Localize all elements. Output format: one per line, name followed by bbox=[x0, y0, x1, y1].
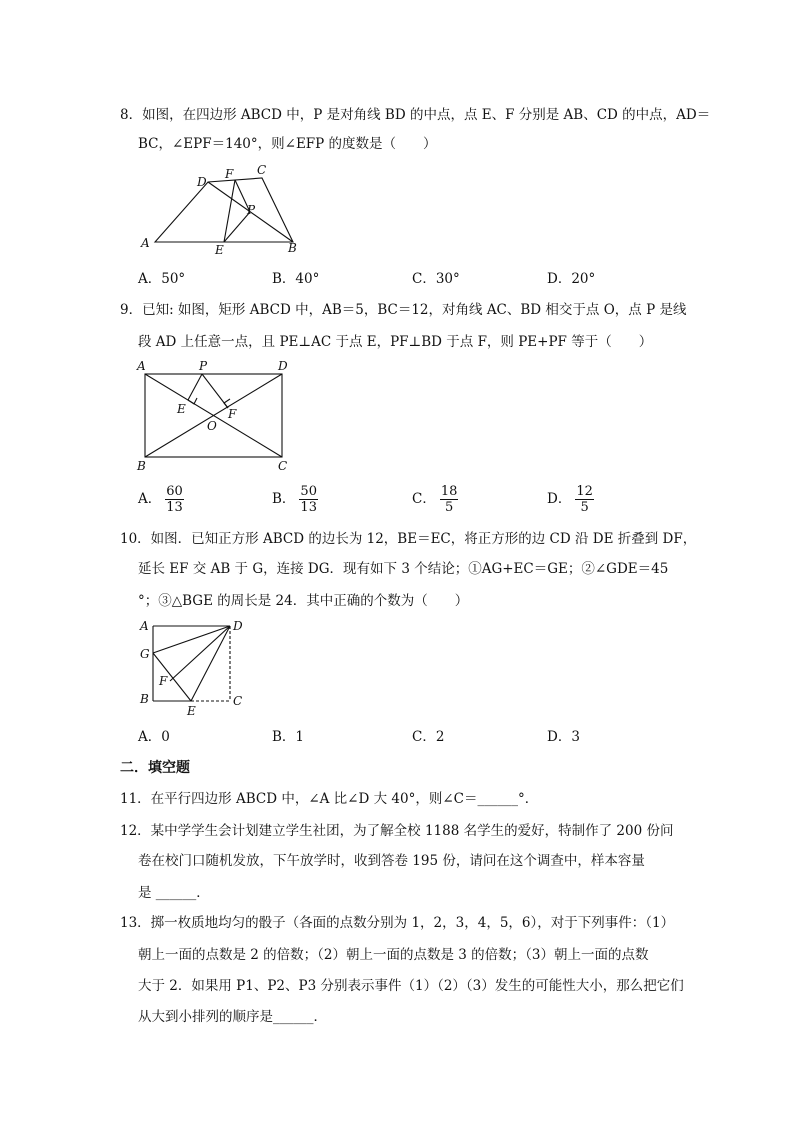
q9-option-b-letter: B． bbox=[272, 491, 296, 507]
q10-option-a[interactable]: A．0 bbox=[138, 729, 170, 745]
q8-label-a: A bbox=[141, 236, 150, 250]
q9-option-b-denominator: 13 bbox=[300, 500, 317, 515]
q9-option-c[interactable] bbox=[412, 484, 458, 515]
q9-label-f: F bbox=[228, 407, 237, 421]
q8-label-p: P bbox=[247, 203, 256, 217]
q9-option-d-numerator: 12 bbox=[576, 484, 593, 499]
q10-line-2: 延长 EF 交 AB 于 G，连接 DG．现有如下 3 个结论；①AG+EC＝GE；②∠GDE＝45 bbox=[138, 561, 669, 577]
q9-option-a[interactable] bbox=[138, 484, 184, 515]
q12-line-1: 12．某中学学生会计划建立学生社团，为了解全校 1188 名学生的爱好，特制作了 200 份问 bbox=[120, 823, 674, 839]
q8-option-c[interactable]: C．30° bbox=[412, 271, 460, 287]
q8-label-c: C bbox=[257, 163, 267, 177]
q9-right-angle-e bbox=[188, 398, 197, 404]
q10-label-g: G bbox=[140, 647, 150, 661]
q8-option-b[interactable]: B．40° bbox=[272, 271, 320, 287]
q10-label-a: A bbox=[140, 619, 149, 633]
q9-option-a-fraction bbox=[165, 484, 184, 515]
section-title-fill-in: 二．填空题 bbox=[120, 760, 190, 776]
q10-segment-df bbox=[170, 626, 230, 681]
q9-label-d: D bbox=[278, 359, 288, 373]
q8-segment-ef bbox=[224, 180, 235, 242]
q10-option-d[interactable]: D．3 bbox=[547, 729, 580, 745]
q9-option-a-numerator: 60 bbox=[166, 484, 183, 499]
q9-option-d-fraction bbox=[575, 484, 594, 515]
q9-option-b[interactable] bbox=[272, 484, 318, 515]
q9-segment-pe bbox=[188, 374, 202, 400]
q13-line-4: 从大到小排列的顺序是______． bbox=[138, 1009, 327, 1025]
q10-figure bbox=[136, 615, 266, 720]
q9-option-c-numerator: 18 bbox=[440, 484, 458, 499]
q9-option-d-denominator: 5 bbox=[580, 500, 589, 515]
q13-line-3: 大于 2．如果用 P1、P2、P3 分别表示事件（1）（2）（3）发生的可能性大小，那么把它们 bbox=[138, 978, 684, 994]
q8-figure bbox=[138, 160, 338, 260]
q10-option-c[interactable]: C．2 bbox=[412, 729, 445, 745]
q10-label-f: F bbox=[159, 674, 168, 688]
q8-option-a[interactable]: A．50° bbox=[138, 271, 186, 287]
q9-line-2: 段 AD 上任意一点，且 PE⊥AC 于点 E，PF⊥BD 于点 F，则 PE+PF 等于（ ） bbox=[138, 334, 653, 350]
q10-line-3: °；③△BGE 的周长是 24．其中正确的个数为（ ） bbox=[138, 593, 469, 609]
q9-option-b-numerator: 50 bbox=[300, 484, 317, 499]
q9-label-p: P bbox=[199, 359, 208, 373]
q9-line-1: 9．已知: 如图，矩形 ABCD 中，AB＝5，BC＝12，对角线 AC、BD 相交于点 O，点 P 是线 bbox=[120, 302, 687, 318]
q8-label-d: D bbox=[197, 175, 207, 189]
q8-option-d[interactable]: D．20° bbox=[547, 271, 596, 287]
q12-line-3: 是 ______． bbox=[138, 885, 210, 901]
q8-line-2: BC，∠EPF＝140°，则∠EFP 的度数是（ ） bbox=[138, 136, 437, 152]
q9-option-c-fraction bbox=[440, 484, 459, 515]
q12-line-2: 卷在校门口随机发放，下午放学时，收到答卷 195 份，请问在这个调查中，样本容量 bbox=[138, 853, 645, 869]
q9-option-c-letter: C． bbox=[412, 491, 436, 507]
q10-option-b[interactable]: B．1 bbox=[272, 729, 305, 745]
q10-line-1: 10．如图．已知正方形 ABCD 的边长为 12，BE＝EC，将正方形的边 CD 沿 DE 折叠到 DF， bbox=[120, 531, 697, 547]
q8-label-f: F bbox=[225, 167, 234, 181]
q9-option-d[interactable] bbox=[547, 484, 594, 515]
q11-line-1: 11．在平行四边形 ABCD 中，∠A 比∠D 大 40°，则∠C＝______°． bbox=[120, 791, 539, 807]
q10-label-e: E bbox=[187, 704, 196, 718]
q8-label-b: B bbox=[288, 241, 297, 255]
q10-label-d: D bbox=[233, 619, 243, 633]
q9-option-c-denominator: 5 bbox=[444, 500, 454, 515]
q9-option-b-fraction bbox=[299, 484, 318, 515]
q9-figure bbox=[132, 358, 302, 473]
q9-option-a-letter: A． bbox=[138, 491, 162, 507]
q13-line-1: 13．掷一枚质地均匀的骰子（各面的点数分别为 1，2，3，4，5，6），对于下列事件：（1） bbox=[120, 915, 675, 931]
q9-label-a: A bbox=[137, 359, 146, 373]
q8-label-e: E bbox=[215, 243, 224, 257]
q9-label-e: E bbox=[177, 402, 186, 416]
q10-label-c: C bbox=[233, 694, 243, 708]
q8-quadrilateral bbox=[155, 178, 293, 242]
q8-line-1: 8．如图，在四边形 ABCD 中，P 是对角线 BD 的中点，点 E、F 分别是 AB、CD 的中点，AD＝ bbox=[120, 107, 711, 123]
q13-line-2: 朝上一面的点数是 2 的倍数；（2）朝上一面的点数是 3 的倍数；（3）朝上一面的点数 bbox=[138, 947, 649, 963]
q9-label-o: O bbox=[207, 419, 217, 433]
q9-label-b: B bbox=[137, 459, 146, 473]
q9-option-d-letter: D． bbox=[547, 491, 572, 507]
q9-label-c: C bbox=[278, 459, 288, 473]
q10-label-b: B bbox=[140, 692, 149, 706]
q9-option-a-denominator: 13 bbox=[166, 500, 183, 515]
